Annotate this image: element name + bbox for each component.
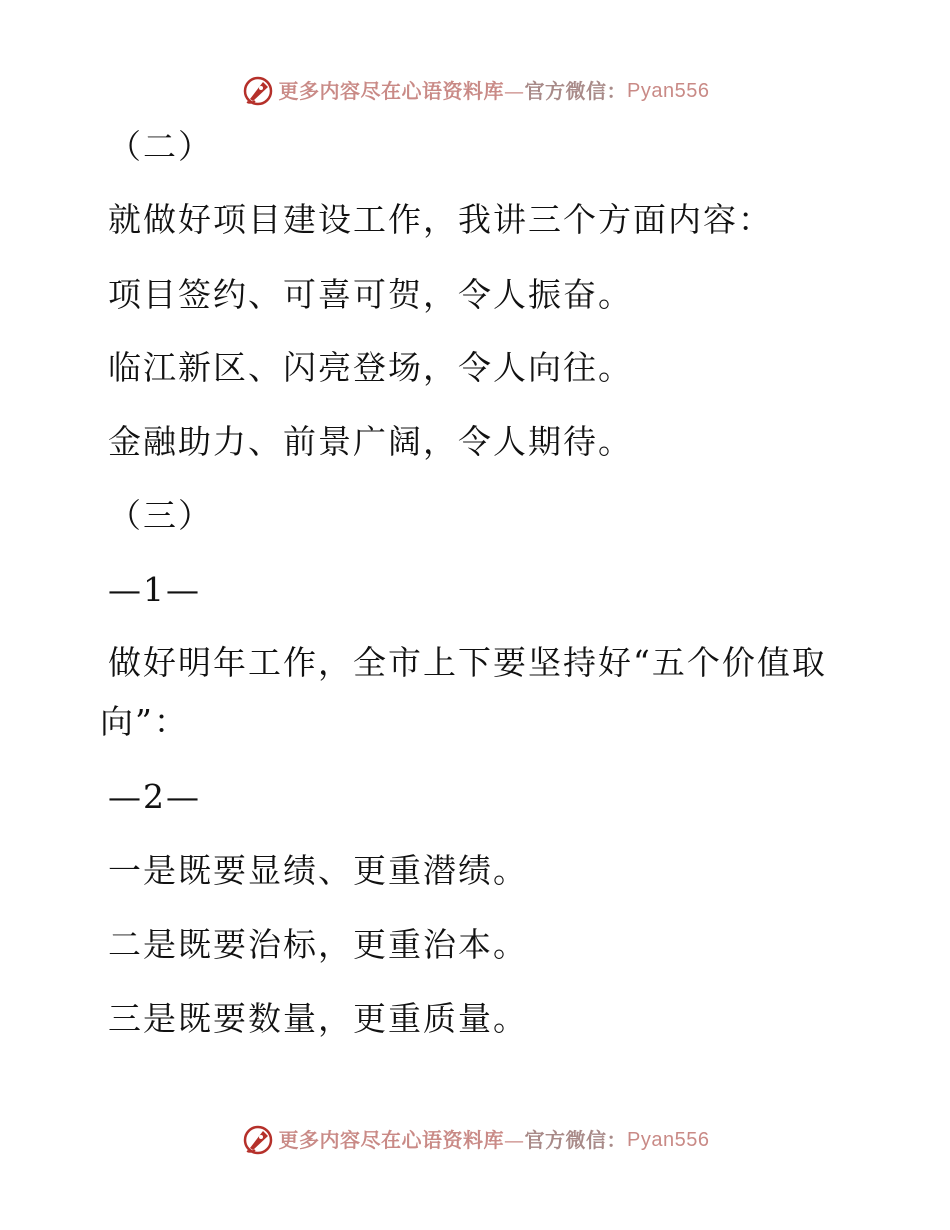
section-heading-2: （二） [108, 127, 213, 166]
watermark-header [0, 71, 950, 111]
point-a: 项目签约、可喜可贺，令人振奋。 [108, 275, 633, 314]
watermark-dash: — [504, 79, 525, 103]
point-c: 金融助力、前景广阔，令人期待。 [108, 422, 633, 461]
value-item-1: 一是既要显绩、更重潜绩。 [108, 851, 528, 890]
page-marker-2: —2— [108, 777, 201, 816]
value-item-2: 二是既要治标，更重治本。 [108, 925, 528, 964]
pen-nib-logo-icon [241, 1123, 275, 1157]
watermark-brand: 更多内容尽在心语资料库 [278, 79, 505, 103]
watermark-brand: 更多内容尽在心语资料库 [278, 1128, 505, 1152]
values-intro-line2: 向”： [100, 702, 189, 741]
pen-nib-logo-icon [241, 74, 275, 108]
values-intro-line1: 做好明年工作，全市上下要坚持好“五个价值取 [108, 643, 827, 682]
intro-paragraph: 就做好项目建设工作，我讲三个方面内容： [108, 200, 773, 239]
watermark-official-label: 官方微信： [524, 1128, 628, 1152]
page-marker-1: —1— [108, 570, 201, 609]
watermark-wechat-id: Pyan556 [627, 1129, 710, 1151]
watermark-footer [0, 1120, 950, 1160]
watermark-wechat-id: Pyan556 [627, 80, 710, 102]
value-item-3: 三是既要数量，更重质量。 [108, 999, 528, 1038]
watermark-official-label: 官方微信： [524, 79, 628, 103]
point-b: 临江新区、闪亮登场，令人向往。 [108, 348, 633, 387]
watermark-dash: — [504, 1128, 525, 1152]
section-heading-3: （三） [108, 496, 213, 535]
